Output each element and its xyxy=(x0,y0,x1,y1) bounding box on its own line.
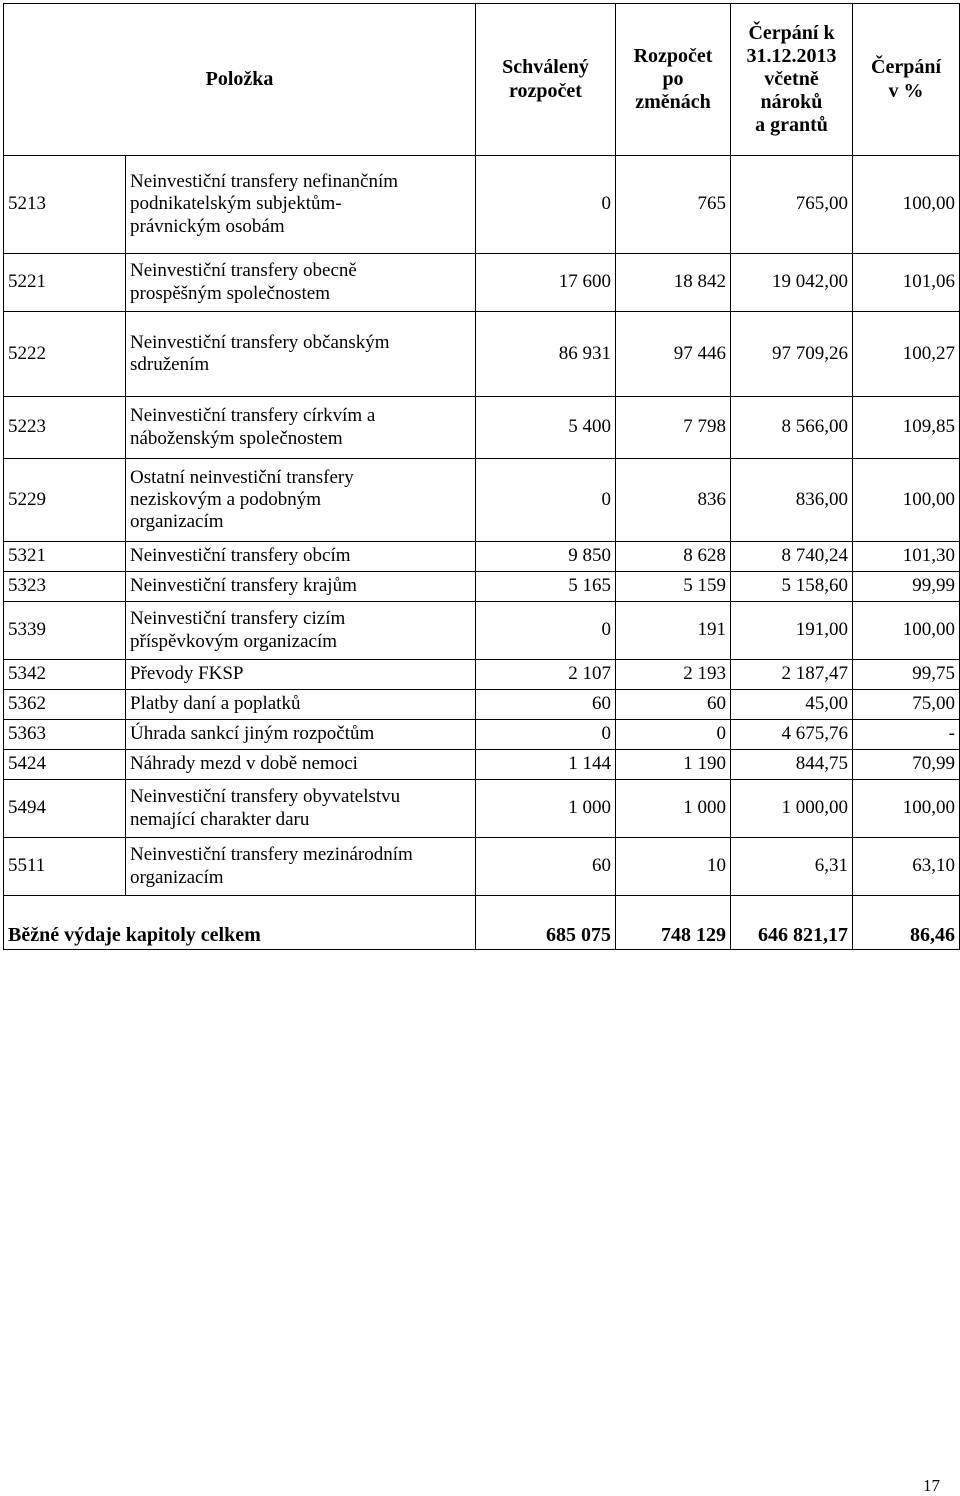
table-row xyxy=(4,720,960,750)
total-po-zmenach: 748 129 xyxy=(616,896,731,950)
total-label: Běžné výdaje kapitoly celkem xyxy=(4,896,476,950)
row-po-zmenach: 8 628 xyxy=(616,542,731,572)
row-schvaleny: 5 400 xyxy=(476,397,616,459)
row-procento: 109,85 xyxy=(853,397,960,459)
row-schvaleny: 1 000 xyxy=(476,780,616,838)
row-name-line: Neinvestiční transfery obyvatelstvu xyxy=(130,786,401,808)
row-code: 5363 xyxy=(4,720,126,750)
row-name xyxy=(126,602,476,660)
table-row xyxy=(4,838,960,896)
row-name xyxy=(126,750,476,780)
row-name-line: náboženským společnostem xyxy=(130,427,343,449)
row-po-zmenach: 5 159 xyxy=(616,572,731,602)
row-po-zmenach: 765 xyxy=(616,156,731,254)
row-name xyxy=(126,254,476,312)
row-name-line: sdružením xyxy=(130,354,210,375)
row-schvaleny: 0 xyxy=(476,720,616,750)
row-schvaleny: 2 107 xyxy=(476,660,616,690)
row-name xyxy=(126,720,476,750)
row-code: 5229 xyxy=(4,459,126,542)
row-po-zmenach: 1 000 xyxy=(616,780,731,838)
header-schvaleny-rozpocet: Schválený rozpočet xyxy=(476,4,616,156)
row-name xyxy=(126,838,476,896)
row-name-line: organizacím xyxy=(130,511,224,533)
row-name xyxy=(126,660,476,690)
row-schvaleny: 0 xyxy=(476,459,616,542)
row-cerpani: 765,00 xyxy=(731,156,853,254)
total-cerpani: 646 821,17 xyxy=(731,896,853,950)
row-po-zmenach: 10 xyxy=(616,838,731,896)
row-code: 5494 xyxy=(4,780,126,838)
row-code: 5362 xyxy=(4,690,126,720)
header-cerpani-procento: Čerpání v % xyxy=(853,4,960,156)
row-name xyxy=(126,156,476,254)
row-po-zmenach: 1 190 xyxy=(616,750,731,780)
row-name-line: Neinvestiční transfery cizím xyxy=(130,608,346,630)
row-cerpani: 97 709,26 xyxy=(731,312,853,397)
header-row xyxy=(4,4,960,156)
table-row xyxy=(4,690,960,720)
row-procento: 99,99 xyxy=(853,572,960,602)
row-procento: - xyxy=(853,720,960,750)
header-cerpani-k-datu: Čerpání k 31.12.2013 včetně nároků a grantů xyxy=(731,4,853,156)
row-code: 5424 xyxy=(4,750,126,780)
row-po-zmenach: 97 446 xyxy=(616,312,731,397)
row-schvaleny: 1 144 xyxy=(476,750,616,780)
row-cerpani: 19 042,00 xyxy=(731,254,853,312)
row-name-line: právnickým osobám xyxy=(130,215,285,237)
row-name-line: Neinvestiční transfery občanským xyxy=(130,331,390,353)
total-row xyxy=(4,896,960,950)
row-name-line: Neinvestiční transfery obcím xyxy=(130,545,351,567)
table-row xyxy=(4,542,960,572)
row-cerpani: 2 187,47 xyxy=(731,660,853,690)
row-code: 5339 xyxy=(4,602,126,660)
row-po-zmenach: 2 193 xyxy=(616,660,731,690)
table-row xyxy=(4,660,960,690)
row-procento: 100,00 xyxy=(853,602,960,660)
row-cerpani: 45,00 xyxy=(731,690,853,720)
row-code: 5323 xyxy=(4,572,126,602)
row-name-line: organizacím xyxy=(130,866,224,888)
row-cerpani: 4 675,76 xyxy=(731,720,853,750)
table-row xyxy=(4,312,960,397)
row-name-line: Platby daní a poplatků xyxy=(130,693,301,715)
row-schvaleny: 0 xyxy=(476,602,616,660)
row-name xyxy=(126,690,476,720)
row-name-line: Neinvestiční transfery mezinárodním xyxy=(130,844,413,866)
row-code: 5511 xyxy=(4,838,126,896)
page-number: 17 xyxy=(923,1476,940,1495)
row-name-line: podnikatelským subjektům- xyxy=(130,193,342,215)
row-cerpani: 836,00 xyxy=(731,459,853,542)
row-code: 5221 xyxy=(4,254,126,312)
row-po-zmenach: 18 842 xyxy=(616,254,731,312)
row-po-zmenach: 0 xyxy=(616,720,731,750)
row-po-zmenach: 7 798 xyxy=(616,397,731,459)
row-name xyxy=(126,459,476,542)
row-procento: 100,00 xyxy=(853,459,960,542)
row-name-line: Neinvestiční transfery nefinančním xyxy=(130,171,399,193)
row-code: 5213 xyxy=(4,156,126,254)
row-po-zmenach: 191 xyxy=(616,602,731,660)
row-name-line: prospěšným společnostem xyxy=(130,282,331,304)
row-cerpani: 1 000,00 xyxy=(731,780,853,838)
row-cerpani: 844,75 xyxy=(731,750,853,780)
table-row xyxy=(4,780,960,838)
row-name xyxy=(126,572,476,602)
row-name-line: neziskovým a podobným xyxy=(130,488,322,510)
row-schvaleny: 5 165 xyxy=(476,572,616,602)
row-cerpani: 5 158,60 xyxy=(731,572,853,602)
row-name-line: Převody FKSP xyxy=(130,663,244,685)
row-name-line: Neinvestiční transfery obecně xyxy=(130,260,357,282)
table-body xyxy=(4,156,960,896)
row-cerpani: 8 566,00 xyxy=(731,397,853,459)
row-procento: 101,06 xyxy=(853,254,960,312)
row-code: 5223 xyxy=(4,397,126,459)
row-schvaleny: 0 xyxy=(476,156,616,254)
row-schvaleny: 60 xyxy=(476,690,616,720)
row-po-zmenach: 836 xyxy=(616,459,731,542)
row-procento: 63,10 xyxy=(853,838,960,896)
row-procento: 75,00 xyxy=(853,690,960,720)
row-procento: 99,75 xyxy=(853,660,960,690)
row-name-line: Neinvestiční transfery církvím a xyxy=(130,405,376,427)
row-schvaleny: 60 xyxy=(476,838,616,896)
table-row xyxy=(4,602,960,660)
table-row xyxy=(4,156,960,254)
row-code: 5342 xyxy=(4,660,126,690)
total-procento: 86,46 xyxy=(853,896,960,950)
row-code: 5321 xyxy=(4,542,126,572)
header-rozpocet-po-zmenach: Rozpočet po změnách xyxy=(616,4,731,156)
row-code: 5222 xyxy=(4,312,126,397)
row-name-line: Ostatní neinvestiční transfery xyxy=(130,466,354,488)
row-cerpani: 191,00 xyxy=(731,602,853,660)
row-name-line: nemající charakter daru xyxy=(130,808,310,830)
row-procento: 100,00 xyxy=(853,156,960,254)
row-name-line: Úhrada sankcí jiným rozpočtům xyxy=(130,723,375,745)
table-row xyxy=(4,397,960,459)
row-schvaleny: 17 600 xyxy=(476,254,616,312)
row-schvaleny: 9 850 xyxy=(476,542,616,572)
row-name xyxy=(126,397,476,459)
total-schvaleny: 685 075 xyxy=(476,896,616,950)
table-row xyxy=(4,254,960,312)
row-procento: 100,27 xyxy=(853,312,960,397)
table-row xyxy=(4,572,960,602)
row-name-line: příspěvkovým organizacím xyxy=(130,630,338,652)
row-schvaleny: 86 931 xyxy=(476,312,616,397)
row-cerpani: 6,31 xyxy=(731,838,853,896)
row-name xyxy=(126,780,476,838)
row-name xyxy=(126,312,476,397)
row-procento: 101,30 xyxy=(853,542,960,572)
header-polozka: Položka xyxy=(4,4,476,156)
budget-table xyxy=(3,3,960,950)
row-procento: 100,00 xyxy=(853,780,960,838)
table-row xyxy=(4,459,960,542)
row-cerpani: 8 740,24 xyxy=(731,542,853,572)
row-name-line: Neinvestiční transfery krajům xyxy=(130,575,357,597)
table-row xyxy=(4,750,960,780)
row-name-line: Náhrady mezd v době nemoci xyxy=(130,753,358,775)
row-po-zmenach: 60 xyxy=(616,690,731,720)
row-name xyxy=(126,542,476,572)
row-procento: 70,99 xyxy=(853,750,960,780)
